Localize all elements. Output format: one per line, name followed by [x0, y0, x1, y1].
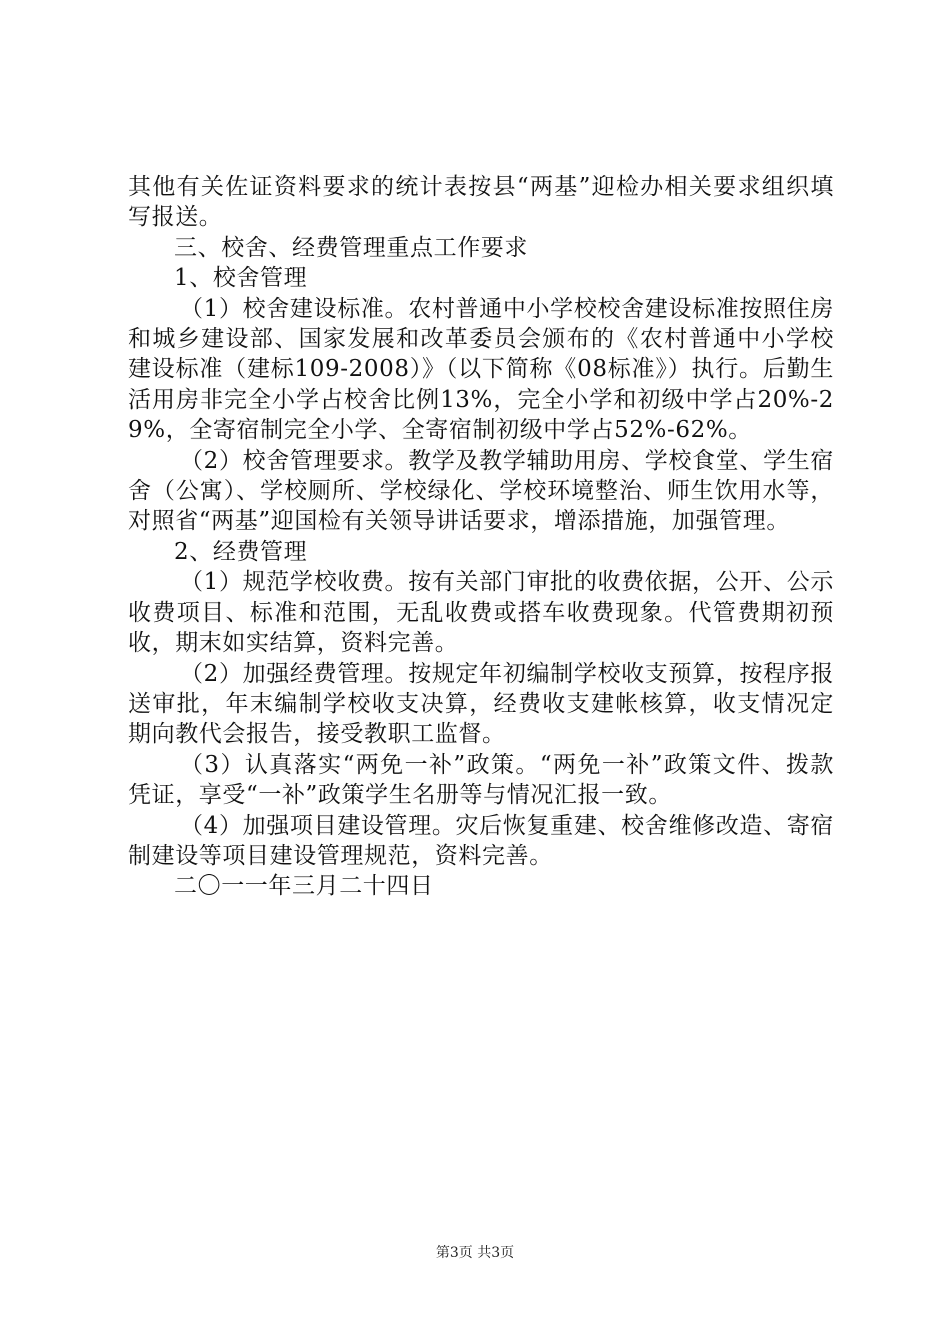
paragraph-funding-management: （2）加强经费管理。按规定年初编制学校收支预算，按程序报送审批，年末编制学校收支决算，经费收支建帐核算，收支情况定期向教代会报告，接受教职工监督。 [128, 660, 834, 748]
paragraph-two-exemptions-policy: （3）认真落实“两免一补”政策。“两免一补”政策文件、拨款凭证，享受“一补”政策学生名册等与情况汇报一致。 [128, 751, 834, 809]
subsection-heading-funding: 2、经费管理 [174, 538, 308, 565]
section-heading-3: 三、校舍、经费管理重点工作要求 [174, 234, 528, 261]
paragraph-building-management: （2）校舍管理要求。教学及教学辅助用房、学校食堂、学生宿舍（公寓）、学校厕所、学校绿化、学校环境整治、师生饮用水等，对照省“两基”迎国检有关领导讲话要求，增添措施，加强管理。 [128, 447, 834, 535]
paragraph-building-standards: （1）校舍建设标准。农村普通中小学校校舍建设标准按照住房和城乡建设部、国家发展和改革委员会颁布的《农村普通中小学校建设标准（建标109-2008）》（以下简称《08标准》）执行。后勤生活用房非完全小学占校舍比例13%，完全小学和初级中学占20%-29%，全寄宿制完全小学、全寄宿制初级中学占52%-62%。 [128, 295, 834, 444]
paragraph-supporting-materials: 其他有关佐证资料要求的统计表按县“两基”迎检办相关要求组织填写报送。 [128, 174, 834, 231]
document-date: 二〇一一年三月二十四日 [174, 873, 434, 900]
paragraph-project-management: （4）加强项目建设管理。灾后恢复重建、校舍维修改造、寄宿制建设等项目建设管理规范，资料完善。 [128, 812, 834, 869]
subsection-heading-school-buildings: 1、校舍管理 [174, 265, 308, 292]
document-body [128, 172, 834, 902]
page-number-footer: 第3页 共3页 [435, 1245, 515, 1261]
paragraph-regulate-fees: （1）规范学校收费。按有关部门审批的收费依据，公开、公示收费项目、标准和范围，无乱收费或搭车收费现象。代管费期初预收，期末如实结算，资料完善。 [128, 569, 834, 657]
